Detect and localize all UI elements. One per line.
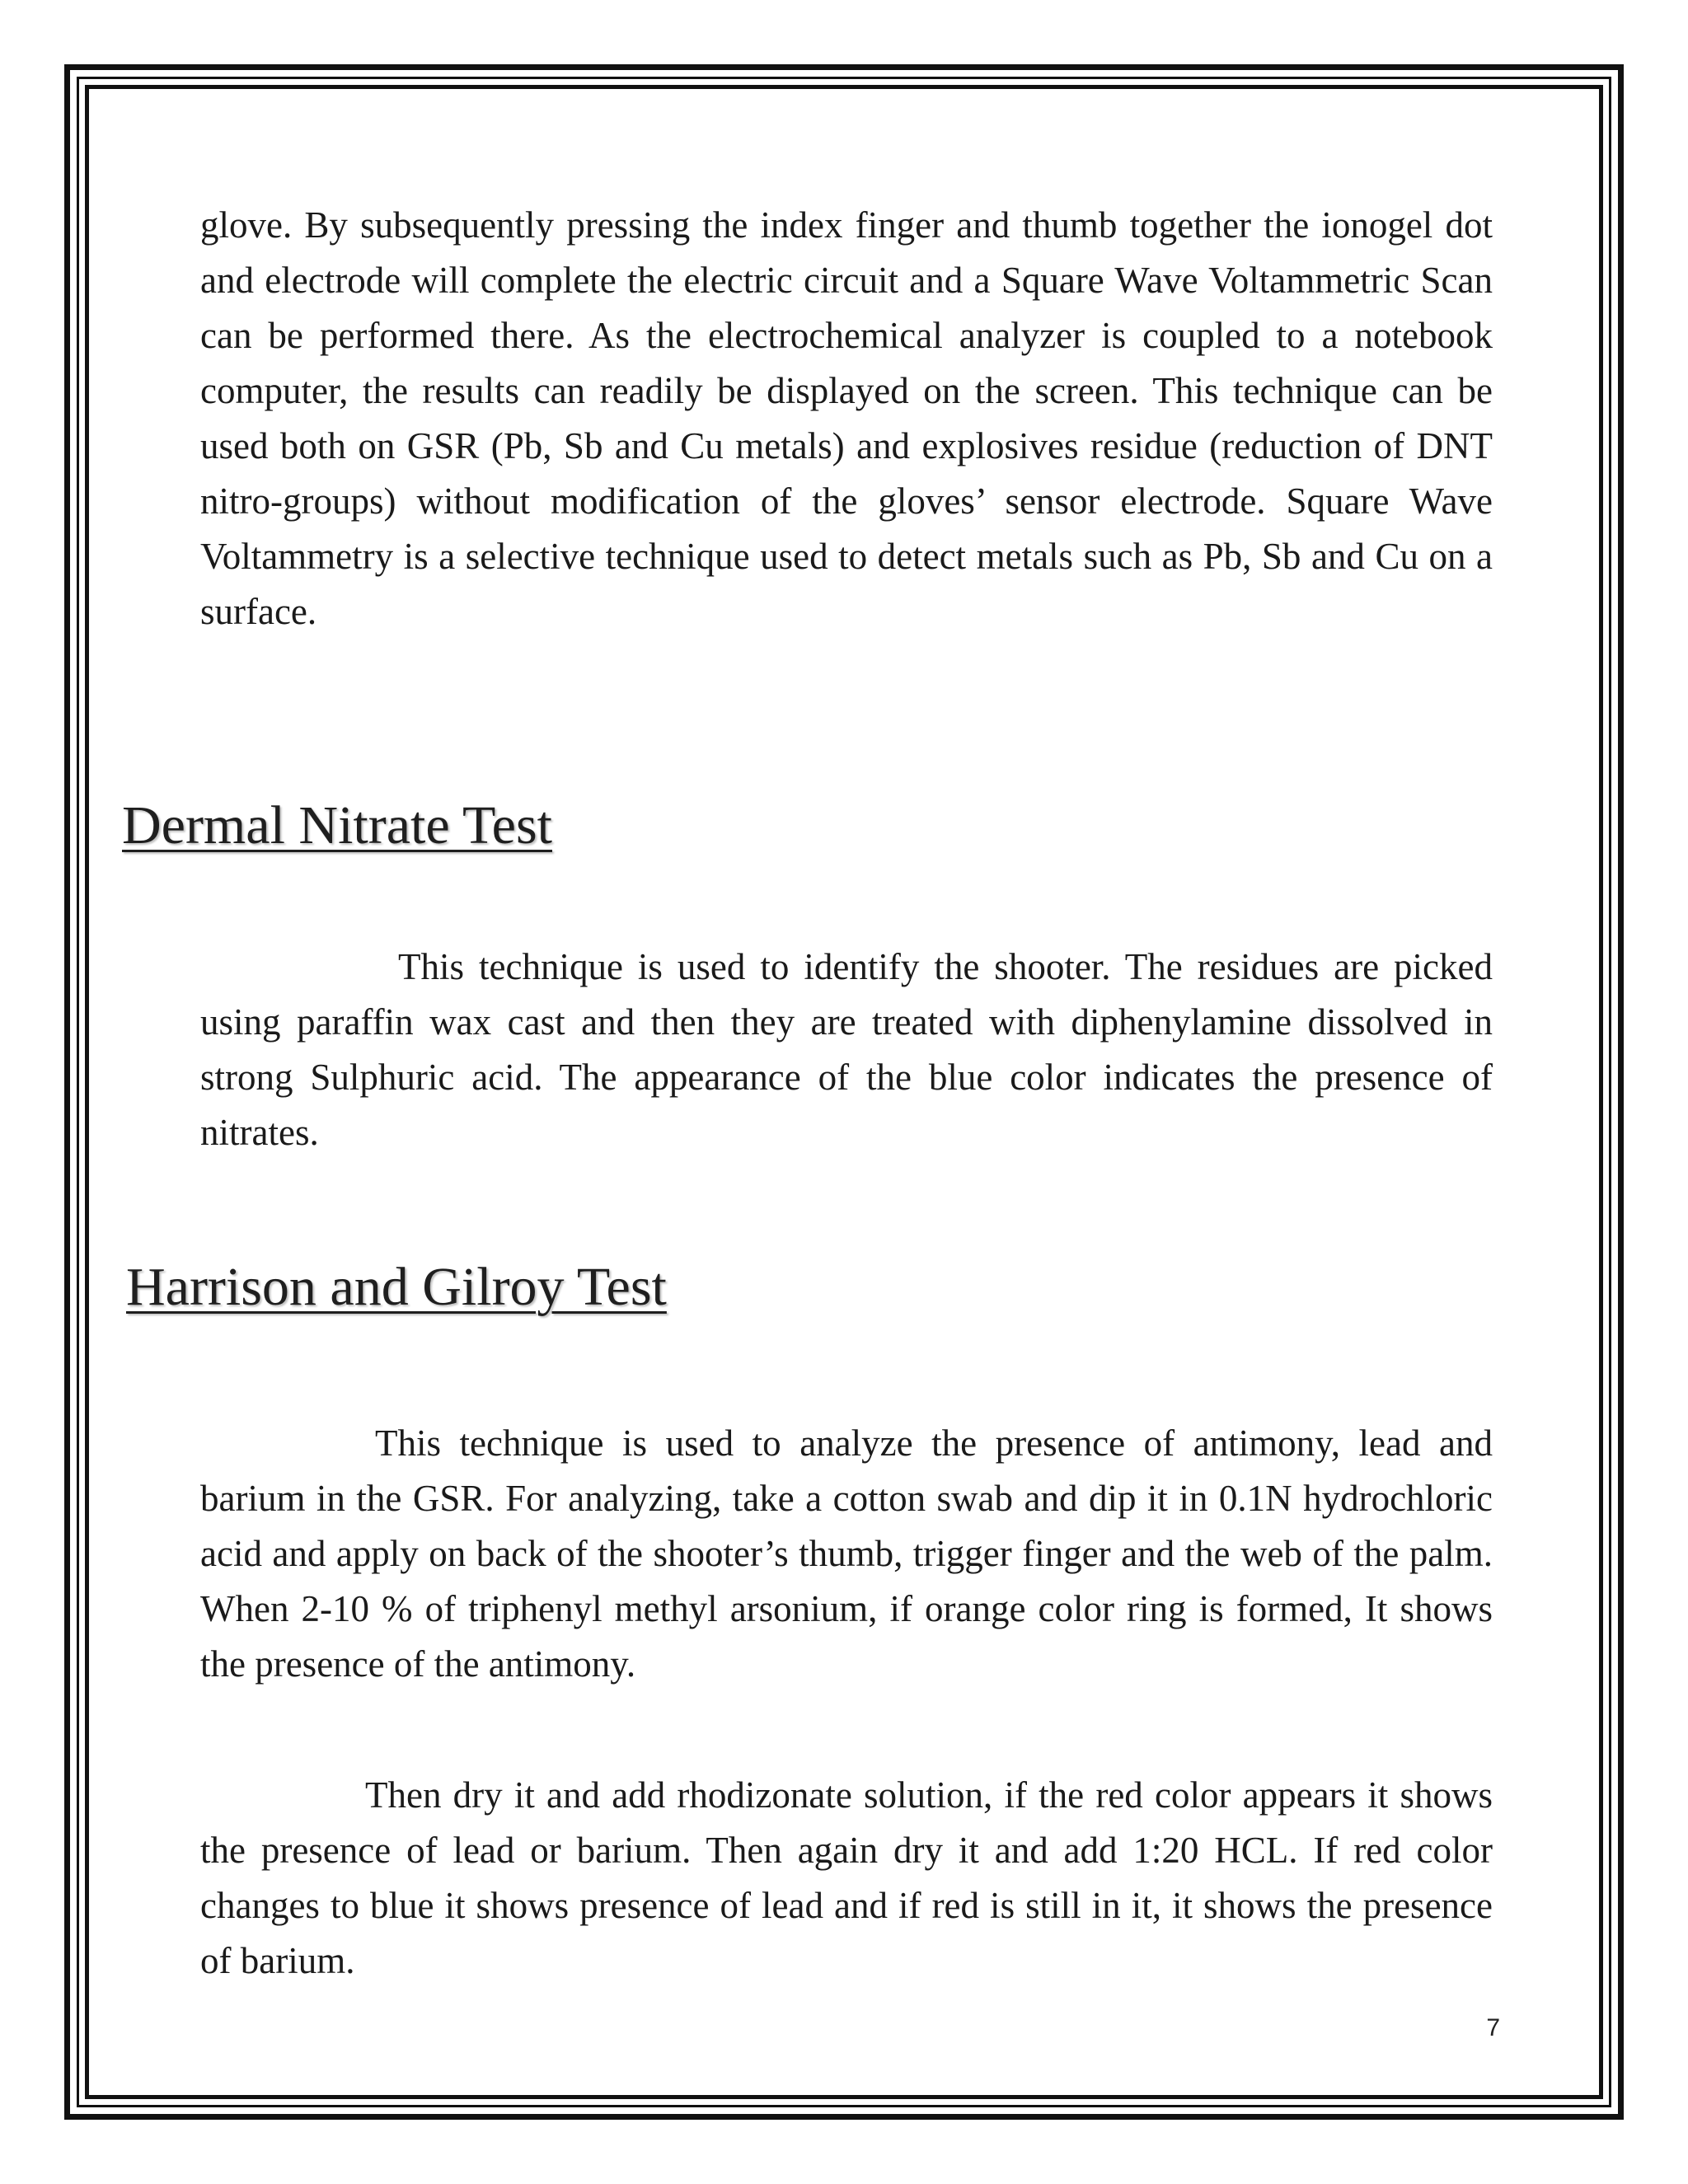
paragraph-dermal-nitrate: This technique is used to identify the shooter. The residues are picked using paraffin wax cast and then they are treated with diphenylamine dissolved in strong Sulphuric acid. The appearance of the blue color indicates the presence of nitrates. [200,946,1493,1153]
paragraph-harrison-gilroy-lead-barium: Then dry it and add rhodizonate solution, if the red color appears it shows the presence of lead or barium. Then again dry it and add 1:20 HCL. If red color changes to blue it shows presence of lead and if red is still in it, it shows the presence of barium. [200,1774,1493,1981]
page-number: 7 [1486,2014,1500,2041]
paragraph-glove-voltammetry: glove. By subsequently pressing the index finger and thumb together the ionogel dot and electrode will complete the electric circuit and a Square Wave Voltammetric Scan can be performed there. As the electrochemical analyzer is coupled to a notebook computer, the results can readily be displayed on the screen. This technique can be used both on GSR (Pb, Sb and Cu metals) and explosives residue (reduction of DNT nitro-groups) without modification of the gloves’ sensor electrode. Square Wave Voltammetry is a selective technique used to detect metals such as Pb, Sb and Cu on a surface. [200,204,1493,632]
heading-dermal-nitrate-test: Dermal Nitrate Test [122,795,552,855]
paragraph-harrison-gilroy-antimony: This technique is used to analyze the presence of antimony, lead and barium in the GSR. For analyzing, take a cotton swab and dip it in 0.1N hydrochloric acid and apply on back of the shooter’s thumb, trigger finger and the web of the palm. When 2-10 % of triphenyl methyl arsonium, if orange color ring is formed, It shows the presence of the antimony. [200,1422,1493,1685]
heading-harrison-gilroy-test: Harrison and Gilroy Test [126,1257,667,1317]
